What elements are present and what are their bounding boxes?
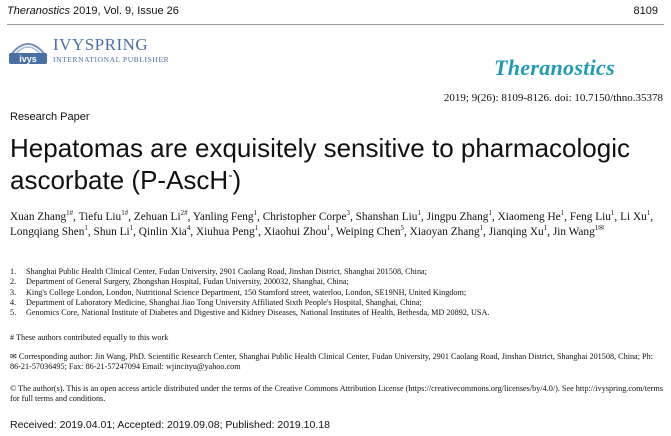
affiliation-number: 5. <box>10 308 17 318</box>
author-name: Xiaohui Zhou$^1$ <box>263 224 331 238</box>
author-name: Longqiang Shen$^1$ <box>10 224 88 238</box>
affiliation-item <box>10 308 665 318</box>
affiliation-text: King's College London, London, Nutritional Science Department, 150 Stamford street, waterloo, London, SE19NH, United Kingdom; <box>26 287 467 297</box>
author-name: Yanling Feng$^1$ <box>192 209 258 223</box>
author-affiliation-mark: 1 <box>610 209 615 218</box>
author-name: Shanshan Liu$^1$ <box>355 209 421 223</box>
title-line-2-end: ) <box>232 165 242 195</box>
author-affiliation-mark: 1 <box>253 209 258 218</box>
publisher-name: IVYSPRING <box>53 35 149 54</box>
author-affiliation-mark: 1 <box>488 209 492 218</box>
journal-volume-line <box>7 5 179 17</box>
title-line-1: Hepatomas are exquisitely sensitive to pharmacologic <box>10 133 630 163</box>
author-name: Qinlin Xia$^4$ <box>138 224 191 238</box>
author-name: Xuan Zhang$^{1\#}$ <box>10 209 74 223</box>
author-affiliation-mark: 1 <box>84 224 88 233</box>
affiliation-item <box>10 288 665 298</box>
author-affiliation-mark: 1# <box>66 209 74 218</box>
author-name: Christopher Corpe$^3$ <box>262 209 350 223</box>
affiliation-text: Shanghai Public Health Clinical Center, Fudan University, 2901 Caolang Road, Jinshan District, Shanghai 201508, China; <box>26 267 427 276</box>
corresponding-author: ✉ Corresponding author: Jin Wang, PhD. Scientific Research Center, Shanghai Public Health Clinical Center, Fudan University, 2901 Caolang Road, Jinshan District, Shanghai 201508, China; Ph: 86-21-57036495; Fax: 86-21-57247094 Email: wjincityu@yahoo.com <box>10 352 653 372</box>
author-affiliation-mark: 1 <box>129 224 134 233</box>
author-name: Jingpu Zhang$^1$ <box>426 209 492 223</box>
author-name: Jin Wang$^{1✉}$ <box>552 224 605 238</box>
ivyspring-logo-icon <box>7 36 49 66</box>
author-name: Jianqing Xu$^1$ <box>488 224 548 238</box>
author-name: Li Xu$^1$ <box>620 209 651 223</box>
author-name: Shun Li$^1$ <box>93 224 134 238</box>
running-header <box>7 0 664 25</box>
author-affiliation-mark: 1 <box>254 224 259 233</box>
page-number: 8109 <box>633 5 658 17</box>
author-affiliation-mark: 1✉ <box>594 224 605 233</box>
author-affiliation-mark: 2# <box>180 209 188 218</box>
author-affiliation-mark: 1 <box>326 224 331 233</box>
volume-info: 2019, Vol. 9, Issue 26 <box>73 5 179 17</box>
affiliation-item <box>10 277 665 287</box>
title-superscript: - <box>228 167 233 183</box>
author-name: Feng Liu$^1$ <box>569 209 615 223</box>
author-affiliation-mark: 1 <box>479 224 484 233</box>
author-name: Weiping Chen$^5$ <box>335 224 404 238</box>
author-list: Xuan Zhang$^{1\#}$, Tiefu Liu$^{1\#}$, Zehuan $Li^{2\#}$, Yanling Feng$^1$, Christopher Corpe$^3$, Shanshan Liu$^1$, Jingpu Zhang$^1$, Xiaomeng He$^1$, Feng Liu$^1$, Li Xu$^1$, Longqiang Shen$^1$, Shun Li$^1$, Qinlin Xia$^4$, Xiuhua Peng$^1$, Xiaohui Zhou$^1$, Weiping Chen$^5$, Xiaoyan Zhang$^1$, Jianqing Xu$^1$, Jin Wang$^{1✉}$ <box>10 209 654 238</box>
author-affiliation-mark: 4 <box>186 224 191 233</box>
author-affiliation-mark: 1 <box>646 209 651 218</box>
affiliation-item <box>10 298 665 308</box>
article-title <box>10 132 660 196</box>
license-statement: © The author(s). This is an open access article distributed under the terms of the Creative Commons Attribution License (https://creativecommons.org/licenses/by/4.0/). See http://ivyspring.com/terms for full terms and conditions. <box>10 384 663 404</box>
author-name: Tiefu Liu$^{1\#}$ <box>78 209 129 223</box>
affiliation-number: 3. <box>10 287 17 297</box>
author-affiliation-mark: 3 <box>346 209 350 218</box>
publisher-subtitle: INTERNATIONAL PUBLISHER <box>53 55 170 64</box>
equal-contribution-note: # These authors contributed equally to this work <box>10 333 169 342</box>
affiliation-number: 2. <box>10 277 17 287</box>
author-name: Zehuan $Li^{2\#}$ <box>133 209 188 223</box>
theranostics-logo: Theranostics <box>494 55 615 80</box>
author-affiliation-mark: 1# <box>121 209 129 218</box>
author-affiliation-mark: 1 <box>543 224 548 233</box>
author-affiliation-mark: 5 <box>400 224 404 233</box>
affiliation-text: Department of Laboratory Medicine, Shanghai Jiao Tong University Affiliated Sixth People's Hospital, Shanghai, China; <box>26 297 422 307</box>
affiliation-number: 1. <box>10 267 17 276</box>
affiliation-number: 4. <box>10 297 17 307</box>
affiliation-list <box>10 267 665 318</box>
journal-name: Theranostics <box>7 5 70 17</box>
author-name: Xiaomeng He$^1$ <box>497 209 565 223</box>
ivyspring-logo-text: ivys <box>19 54 37 64</box>
affiliation-text: Department of General Surgery, Zhongshan Hospital, Fudan University, 200032, Shanghai, China; <box>26 277 349 287</box>
publication-dates: Received: 2019.04.01; Accepted: 2019.09.08; Published: 2019.10.18 <box>10 419 330 431</box>
affiliation-item <box>10 267 665 277</box>
citation-doi: 2019; 9(26): 8109-8126. doi: 10.7150/thno.35378 <box>443 92 663 104</box>
author-name: Xiaoyan Zhang$^1$ <box>409 224 484 238</box>
title-line-2: ascorbate (P-AscH <box>10 165 229 195</box>
author-affiliation-mark: 1 <box>417 209 421 218</box>
author-affiliation-mark: 1 <box>560 209 565 218</box>
article-type: Research Paper <box>10 111 90 123</box>
author-name: Xiuhua Peng$^1$ <box>195 224 259 238</box>
affiliation-text: Genomics Core, National Institute of Diabetes and Digestive and Kidney Diseases, National Institutes of Health, Bethesda, MD 20892, USA. <box>26 308 490 318</box>
